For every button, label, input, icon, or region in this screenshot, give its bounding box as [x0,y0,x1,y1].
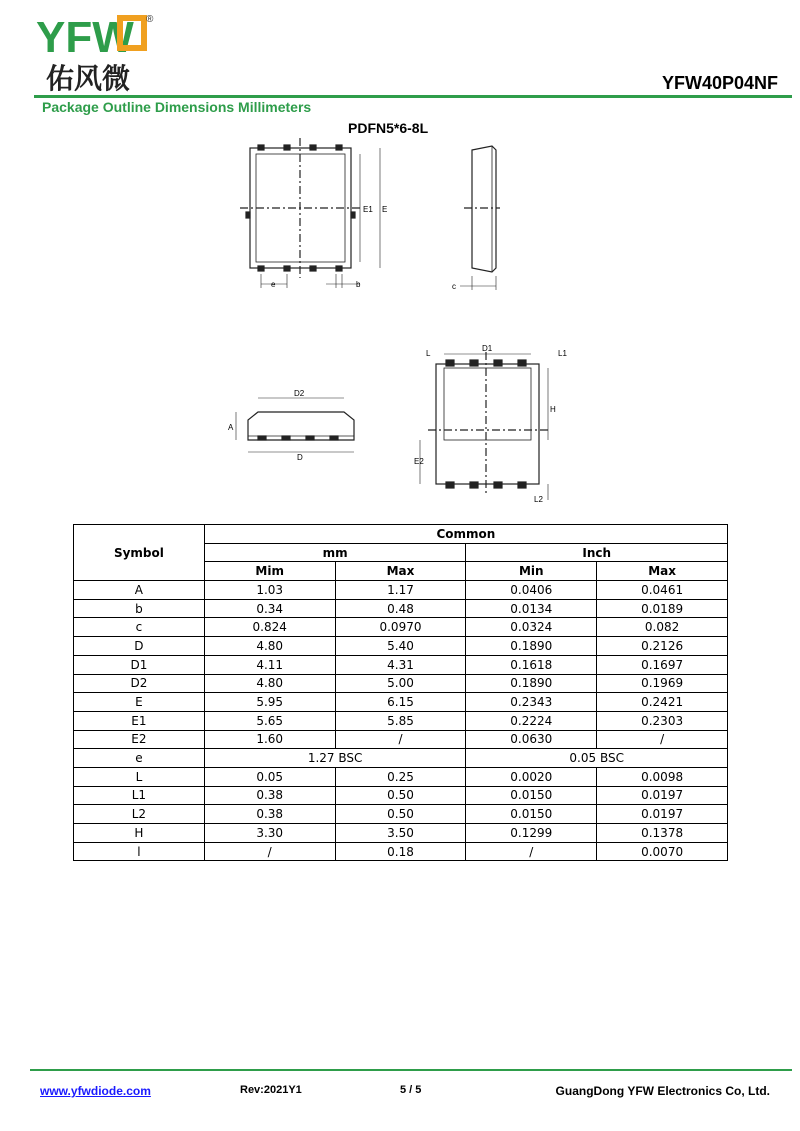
footer-page-number: 5 / 5 [400,1084,422,1096]
footer-revision: Rev:2021Y1 [240,1084,302,1096]
inch-max-cell: / [597,730,728,749]
mm-bsc-cell: 1.27 BSC [204,749,466,768]
symbol-cell: D [74,637,205,656]
mm-max-cell: 5.00 [335,674,466,693]
mm-min-cell: 0.38 [204,786,335,805]
symbol-cell: E1 [74,711,205,730]
common-header: Common [204,525,727,544]
table-row [74,674,728,693]
inch-max-cell: 0.0461 [597,581,728,600]
front-view-drawing [236,398,354,452]
dim-label-c: c [452,282,456,291]
table-row [74,767,728,786]
mm-min-cell: 4.80 [204,637,335,656]
table-row [74,842,728,861]
mm-max-cell: 0.0970 [335,618,466,637]
dim-label-l: L [426,349,431,358]
mm-min-cell: / [204,842,335,861]
symbol-cell: D2 [74,674,205,693]
logo-text: YFW [36,13,134,62]
inch-max-header: Max [597,562,728,581]
top-view-drawing [240,138,380,288]
inch-max-cell: 0.082 [597,618,728,637]
inch-max-cell: 0.0070 [597,842,728,861]
table-row [74,805,728,824]
table-row [74,824,728,843]
bottom-view-drawing [420,352,548,500]
mm-min-cell: 1.60 [204,730,335,749]
mm-max-cell: / [335,730,466,749]
table-row [74,637,728,656]
dim-label-e1: E1 [363,205,373,214]
inch-min-cell: 0.0324 [466,618,597,637]
inch-max-cell: 0.0189 [597,599,728,618]
inch-min-cell: 0.1890 [466,674,597,693]
table-row [74,749,728,768]
mm-max-cell: 0.25 [335,767,466,786]
inch-max-cell: 0.1697 [597,655,728,674]
mm-max-cell: 6.15 [335,693,466,712]
symbol-cell: c [74,618,205,637]
logo-chinese: 佑风微 [46,62,131,92]
mm-min-cell: 5.95 [204,693,335,712]
inch-min-cell: 0.0150 [466,786,597,805]
table-row [74,655,728,674]
mm-min-cell: 0.38 [204,805,335,824]
inch-max-cell: 0.2421 [597,693,728,712]
dim-label-a: A [228,423,234,432]
dim-label-d1: D1 [482,344,493,353]
mm-max-cell: 0.50 [335,805,466,824]
inch-min-cell: 0.0406 [466,581,597,600]
side-view-drawing [460,146,500,290]
package-name: PDFN5*6-8L [348,120,429,136]
symbol-cell: l [74,842,205,861]
mm-min-cell: 0.824 [204,618,335,637]
symbol-cell: b [74,599,205,618]
inch-min-cell: 0.0630 [466,730,597,749]
inch-max-cell: 0.1969 [597,674,728,693]
inch-min-cell: 0.0150 [466,805,597,824]
inch-min-header: Min [466,562,597,581]
mm-min-header: Mim [204,562,335,581]
mm-min-cell: 4.80 [204,674,335,693]
mm-min-cell: 1.03 [204,581,335,600]
inch-bsc-cell: 0.05 BSC [466,749,728,768]
mm-max-cell: 1.17 [335,581,466,600]
inch-max-cell: 0.0197 [597,805,728,824]
inch-min-cell: 0.2343 [466,693,597,712]
inch-max-cell: 0.0197 [597,786,728,805]
mm-max-cell: 4.31 [335,655,466,674]
symbol-header: Symbol [74,525,205,581]
mm-max-cell: 0.18 [335,842,466,861]
mm-min-cell: 0.34 [204,599,335,618]
inch-min-cell: 0.1299 [466,824,597,843]
table-row [74,581,728,600]
symbol-cell: L [74,767,205,786]
dim-label-d2: D2 [294,389,305,398]
table-row [74,786,728,805]
symbol-cell: e [74,749,205,768]
dim-label-h: H [550,405,556,414]
mm-max-cell: 0.48 [335,599,466,618]
mm-min-cell: 4.11 [204,655,335,674]
inch-max-cell: 0.2126 [597,637,728,656]
mm-min-cell: 0.05 [204,767,335,786]
symbol-cell: H [74,824,205,843]
dim-label-b: b [356,280,361,289]
footer-company-name: GuangDong YFW Electronics Co, Ltd. [555,1084,770,1098]
mm-max-cell: 0.50 [335,786,466,805]
footer-website-link[interactable]: www.yfwdiode.com [40,1084,151,1098]
inch-max-cell: 0.1378 [597,824,728,843]
mm-header: mm [204,543,466,562]
symbol-cell: A [74,581,205,600]
dim-label-l2: L2 [534,495,543,504]
dim-label-e: E [382,205,388,214]
package-outline-drawings [0,0,800,520]
mm-max-header: Max [335,562,466,581]
table-row [74,711,728,730]
symbol-cell: E2 [74,730,205,749]
mm-max-cell: 3.50 [335,824,466,843]
part-number: YFW40P04NF [661,73,778,93]
inch-header: Inch [466,543,728,562]
inch-min-cell: 0.0020 [466,767,597,786]
inch-min-cell: 0.2224 [466,711,597,730]
dimensions-table [73,524,728,861]
table-row [74,693,728,712]
dim-label-e-pitch: e [271,280,276,289]
inch-max-cell: 0.2303 [597,711,728,730]
logo-registered-mark: ® [146,14,154,25]
symbol-cell: D1 [74,655,205,674]
inch-min-cell: / [466,842,597,861]
mm-max-cell: 5.40 [335,637,466,656]
footer-rule [30,1069,792,1071]
inch-min-cell: 0.1618 [466,655,597,674]
table-row [74,618,728,637]
dim-label-e2: E2 [414,457,424,466]
inch-min-cell: 0.0134 [466,599,597,618]
table-row [74,730,728,749]
symbol-cell: L2 [74,805,205,824]
inch-min-cell: 0.1890 [466,637,597,656]
symbol-cell: L1 [74,786,205,805]
symbol-cell: E [74,693,205,712]
table-header-row [74,525,728,544]
table-row [74,599,728,618]
section-title: Package Outline Dimensions Millimeters [42,99,312,115]
dim-label-d: D [297,453,303,462]
inch-max-cell: 0.0098 [597,767,728,786]
mm-min-cell: 3.30 [204,824,335,843]
dim-label-l1: L1 [558,349,567,358]
mm-min-cell: 5.65 [204,711,335,730]
mm-max-cell: 5.85 [335,711,466,730]
